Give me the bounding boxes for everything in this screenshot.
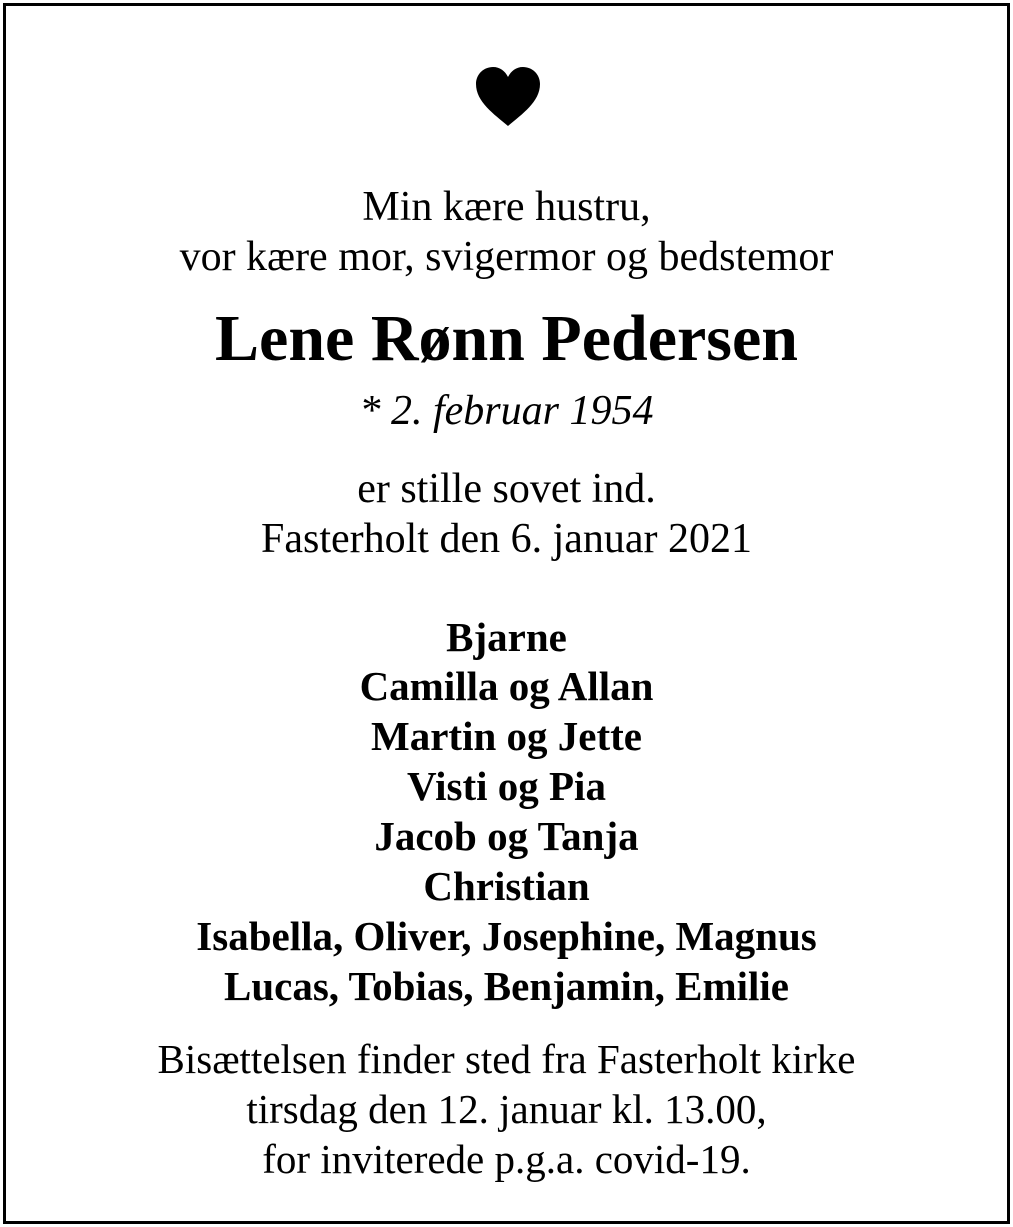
mourner-line: Christian <box>423 863 590 909</box>
mourner-line: Camilla og Allan <box>359 663 654 709</box>
birth-date: * 2. februar 1954 <box>359 388 654 434</box>
death-line-1: er stille sovet ind. <box>357 466 656 512</box>
funeral-line-1: Bisættelsen finder sted fra Fasterholt kirke <box>157 1036 856 1082</box>
mourner-line: Jacob og Tanja <box>374 813 639 859</box>
deceased-name: Lene Rønn Pedersen <box>215 302 798 375</box>
death-line-2: Fasterholt den 6. januar 2021 <box>260 516 753 562</box>
funeral-line-3: for inviterede p.g.a. covid-19. <box>262 1136 751 1182</box>
heart-icon <box>474 66 542 128</box>
mourner-line: Isabella, Oliver, Josephine, Magnus <box>196 913 817 959</box>
mourner-line: Visti og Pia <box>407 763 606 809</box>
intro-line-2: vor kære mor, svigermor og bedstemor <box>179 234 834 280</box>
mourner-line: Bjarne <box>446 614 567 660</box>
mourner-line: Martin og Jette <box>371 713 642 759</box>
funeral-line-2: tirsdag den 12. januar kl. 13.00, <box>246 1086 767 1132</box>
intro-line-1: Min kære hustru, <box>362 184 651 230</box>
mourner-line: Lucas, Tobias, Benjamin, Emilie <box>223 963 789 1009</box>
